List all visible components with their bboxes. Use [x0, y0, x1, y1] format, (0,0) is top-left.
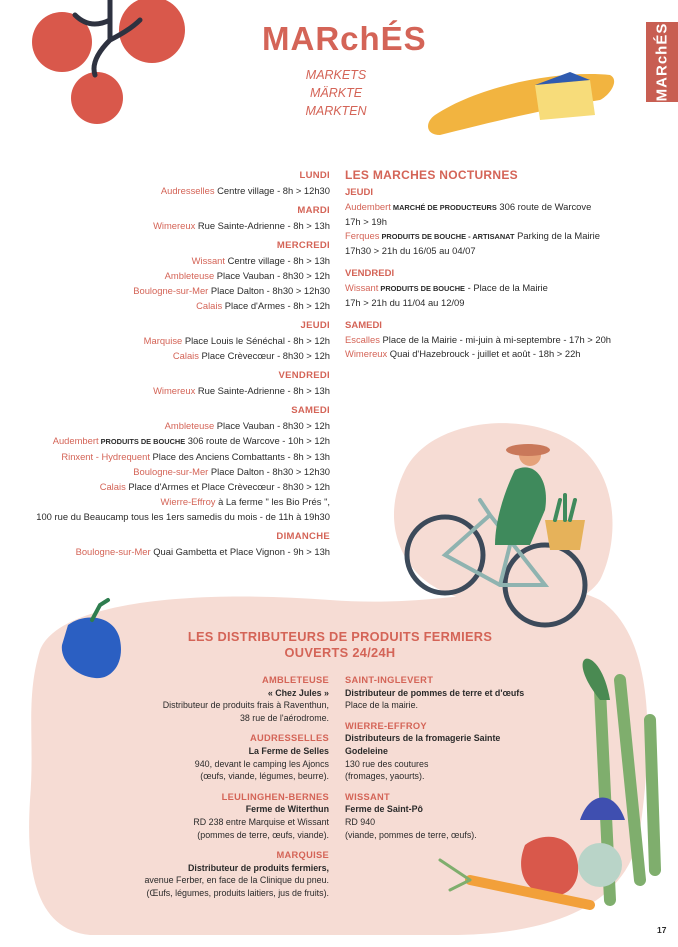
tomato-icon — [32, 0, 185, 124]
night-market-details: Place de la Mairie - mi-juin à mi-septembre - 17h > 20h — [379, 334, 612, 345]
market-entry — [20, 464, 330, 479]
night-market-entry — [345, 281, 635, 296]
night-market-type: PRODUITS DE BOUCHE - ARTISANAT — [379, 232, 515, 241]
market-entry — [20, 298, 330, 313]
night-day-heading: VENDREDI — [345, 268, 395, 279]
distributor-name: « Chez Jules » — [267, 687, 329, 698]
night-market-town: Wimereux — [345, 348, 388, 359]
night-market-entry — [345, 333, 635, 347]
distributor-block — [345, 791, 545, 841]
page-title: MARchÉS — [262, 20, 427, 57]
night-market-town: Wissant — [345, 282, 379, 293]
distributor-detail: (viande, pommes de terre, œufs). — [345, 829, 477, 840]
night-market-details: 306 route de Warcove — [496, 201, 592, 212]
night-day-heading: SAMEDI — [345, 320, 382, 331]
market-town: Audembert — [52, 435, 99, 446]
market-town: Ambleteuse — [164, 420, 215, 431]
market-town: Boulogne-sur-Mer — [75, 546, 151, 557]
distributor-name: Ferme de Witerthun — [245, 804, 329, 815]
market-entry — [20, 383, 330, 398]
subtitle-de: MÄRKTE — [309, 86, 363, 100]
market-town: Calais — [99, 481, 126, 492]
night-market-town: Audembert — [345, 201, 391, 212]
subtitle-en: MARKETS — [305, 68, 367, 82]
night-market-details: Parking de la Mairie — [514, 230, 600, 241]
distributor-detail: 940, devant le camping les Ajoncs — [194, 758, 329, 769]
market-town: Marquise — [143, 335, 183, 346]
market-details: Centre village - 8h > 12h30 — [214, 185, 330, 196]
market-town: Boulogne-sur-Mer — [133, 466, 209, 477]
distributor-town: MARQUISE — [276, 850, 329, 861]
subtitle-nl: MARKTEN — [305, 104, 367, 118]
market-details: Place Louis le Sénéchal - 8h > 12h — [182, 335, 330, 346]
market-town: Calais — [172, 350, 199, 361]
market-entry — [20, 449, 330, 464]
day-heading: MARDI — [297, 205, 330, 216]
market-entry — [20, 333, 330, 348]
distributor-town: WISSANT — [345, 791, 390, 802]
day-heading: DIMANCHE — [276, 531, 330, 542]
distributor-detail: (œufs, viande, légumes, beurre). — [200, 771, 329, 782]
market-entry — [20, 283, 330, 298]
market-details: Rue Sainte-Adrienne - 8h > 13h — [195, 385, 330, 396]
day-heading: MERCREDI — [276, 240, 330, 251]
night-market-hours: 17h > 19h — [345, 216, 387, 227]
night-market-hours: 17h > 21h du 11/04 au 12/09 — [345, 297, 465, 308]
market-details: Place Vauban - 8h30 > 12h — [214, 420, 330, 431]
night-market-entry — [345, 347, 635, 361]
market-entry — [20, 479, 330, 494]
distributors-title-line1: LES DISTRIBUTEURS DE PRODUITS FERMIERS — [187, 629, 493, 644]
day-heading: JEUDI — [300, 320, 330, 331]
market-town: Rinxent - Hydrequent — [61, 451, 150, 462]
distributor-detail: 38 rue de l'aérodrome. — [239, 712, 329, 723]
distributor-detail: (fromages, yaourts). — [345, 771, 425, 782]
market-details: 306 route de Warcove - 10h > 12h — [185, 435, 330, 446]
distributor-detail: 130 rue des coutures — [345, 758, 429, 769]
distributor-town: AMBLETEUSE — [261, 675, 329, 685]
market-details: Quai Gambetta et Place Vignon - 9h > 13h — [150, 546, 330, 557]
distributor-block — [110, 791, 329, 841]
day-heading: VENDREDI — [278, 370, 330, 381]
night-market-entry — [345, 200, 635, 215]
market-details: Place des Anciens Combattants - 8h > 13h — [149, 451, 330, 462]
distributors-left-column — [110, 674, 329, 900]
market-entry — [20, 418, 330, 433]
market-entry — [20, 544, 330, 559]
distributor-detail: RD 238 entre Marquise et Wissant — [193, 816, 329, 827]
night-market-type: MARCHÉ DE PRODUCTEURS — [390, 203, 497, 212]
market-details: 100 rue du Beaucamp tous les 1ers samedis du mois - de 11h à 19h30 — [36, 511, 330, 522]
distributor-town: LEULINGHEN-BERNES — [221, 791, 329, 802]
page-number: 17 — [657, 925, 667, 935]
market-details: Place Dalton - 8h30 > 12h30 — [208, 285, 330, 296]
distributor-town: WIERRE-EFFROY — [345, 720, 427, 731]
night-market-hours: 17h30 > 21h du 16/05 au 04/07 — [345, 245, 476, 256]
market-details: Place Vauban - 8h30 > 12h — [214, 270, 330, 281]
night-markets-list — [345, 186, 635, 361]
distributor-town: AUDRESSELLES — [249, 733, 329, 744]
market-type: PRODUITS DE BOUCHE — [98, 437, 186, 446]
distributor-detail: Distributeur de produits frais à Raventhun, — [162, 700, 329, 711]
title-translations — [300, 66, 372, 120]
market-entry — [20, 348, 330, 363]
market-details: Centre village - 8h > 13h — [224, 255, 330, 266]
night-market-details: Quai d'Hazebrouck - juillet et août - 18h > 22h — [387, 348, 581, 359]
night-markets — [345, 168, 635, 361]
night-market-entry — [345, 229, 635, 244]
market-entry — [20, 268, 330, 283]
night-market-type: PRODUITS DE BOUCHE — [378, 284, 465, 293]
market-details: Place Crèvecœur - 8h30 > 12h — [198, 350, 330, 361]
day-heading: SAMEDI — [291, 405, 330, 416]
market-details: Place d'Armes - 8h > 12h — [222, 300, 330, 311]
weekly-market-schedule — [20, 168, 330, 559]
market-details: à La ferme " les Bio Prés ", — [215, 496, 330, 507]
market-town: Ambleteuse — [164, 270, 215, 281]
market-town: Wissant — [191, 255, 225, 266]
distributor-block — [345, 674, 545, 712]
market-town: Audresselles — [160, 185, 215, 196]
distributor-name: Distributeur de produits fermiers, — [187, 862, 329, 873]
market-details: Place d'Armes et Place Crèvecœur - 8h30 > 12h — [125, 481, 330, 492]
market-entry — [20, 509, 330, 524]
baguette-icon — [428, 72, 614, 135]
market-town: Wimereux — [153, 385, 196, 396]
market-town: Boulogne-sur-Mer — [133, 285, 209, 296]
night-market-details: - Place de la Mairie — [465, 282, 548, 293]
market-town: Wierre-Effroy — [160, 496, 216, 507]
distributor-name: Distributeurs de la fromagerie Sainte Godeleine — [345, 733, 501, 756]
distributor-block — [110, 732, 329, 782]
distributor-detail: avenue Ferber, en face de la Clinique du pneu. — [144, 875, 329, 886]
section-tab-label: MARchÉS — [653, 22, 671, 102]
distributor-name: La Ferme de Selles — [248, 745, 329, 756]
distributor-detail: (pommes de terre, œufs, viande). — [197, 829, 329, 840]
distributors-title-line2: OUVERTS 24/24H — [284, 645, 396, 660]
market-entry — [20, 218, 330, 233]
distributor-name: Ferme de Saint-Pô — [345, 804, 423, 815]
market-town: Calais — [196, 300, 223, 311]
distributor-town: SAINT-INGLEVERT — [345, 675, 434, 685]
market-town: Wimereux — [153, 220, 196, 231]
market-details: Place Dalton - 8h30 > 12h30 — [208, 466, 330, 477]
distributor-block — [110, 849, 329, 899]
market-details: Rue Sainte-Adrienne - 8h > 13h — [195, 220, 330, 231]
night-market-town: Escalles — [345, 334, 380, 345]
distributor-detail: RD 940 — [345, 816, 376, 827]
distributor-block — [110, 674, 329, 724]
distributors-right-column — [345, 674, 545, 841]
distributor-name: Distributeur de pommes de terre et d'œufs — [345, 687, 525, 698]
market-entry — [20, 253, 330, 268]
day-heading: LUNDI — [299, 170, 330, 181]
market-entry — [20, 433, 330, 449]
night-market-town: Ferques — [345, 230, 380, 241]
section-tab — [646, 22, 678, 102]
distributors-title — [160, 629, 520, 661]
night-day-heading: JEUDI — [345, 187, 373, 198]
distributor-detail: (Œufs, légumes, produits laitiers, jus de fruits). — [146, 887, 329, 898]
night-markets-title: LES MARCHES NOCTURNES — [345, 168, 518, 182]
market-entry — [20, 183, 330, 198]
distributor-detail: Place de la mairie. — [345, 700, 419, 711]
distributor-block — [345, 720, 545, 783]
market-entry — [20, 494, 330, 509]
